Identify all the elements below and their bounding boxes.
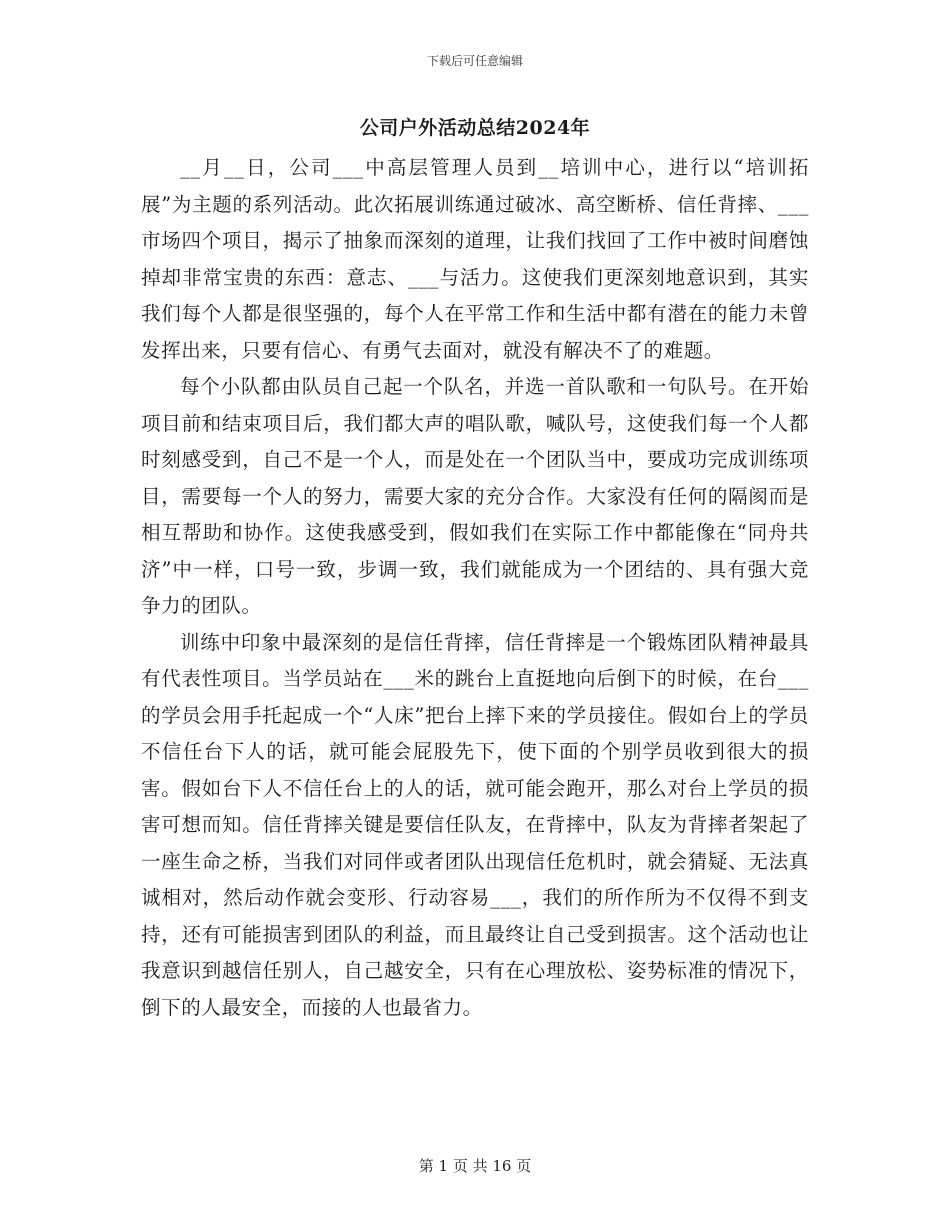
page-number: 第 1 页 共 16 页 <box>418 1157 532 1175</box>
document-body <box>141 150 809 1026</box>
document-title: 公司户外活动总结2024年 <box>359 117 591 139</box>
paragraph: __月__日，公司___中高层管理人员到__培训中心，进行以“培训拓展”为主题的系列活动。此次拓展训练通过破冰、高空断桥、信任背摔、___市场四个项目，揭示了抽象而深刻的道理，让我们找回了工作中被时间磨蚀掉却非常宝贵的东西：意志、___与活力。这使我们更深刻地意识到，其实我们每个人都是很坚强的，每个人在平常工作和生活中都有潜在的能力未曾发挥出来，只要有信心、有勇气去面对，就没有解决不了的难题。 <box>141 156 809 362</box>
paragraph: 每个小队都由队员自己起一个队名，并选一首队歌和一句队号。在开始项目前和结束项目后，我们都大声的唱队歌，喊队号，这使我们每一个人都时刻感受到，自己不是一个人，而是处在一个团队当中，要成功完成训练项目，需要每一个人的努力，需要大家的充分合作。大家没有任何的隔阂而是相互帮助和协作。这使我感受到，假如我们在实际工作中都能像在“同舟共济”中一样，口号一致，步调一致，我们就能成为一个团结的、具有强大竞争力的团队。 <box>141 375 809 617</box>
paragraph: 训练中印象中最深刻的是信任背摔，信任背摔是一个锻炼团队精神最具有代表性项目。当学员站在___米的跳台上直挺地向后倒下的时候，在台___的学员会用手托起成一个“人床”把台上摔下来的学员接住。假如台上的学员不信任台下人的话，就可能会屁股先下，使下面的个别学员收到很大的损害。假如台下人不信任台上的人的话，就可能会跑开，那么对台上学员的损害可想而知。信任背摔关键是要信任队友，在背摔中，队友为背摔者架起了一座生命之桥，当我们对同伴或者团队出现信任危机时，就会猜疑、无法真诚相对，然后动作就会变形、行动容易___，我们的所作所为不仅得不到支持，还有可能损害到团队的利益，而且最终让自己受到损害。这个活动也让我意识到越信任别人，自己越安全，只有在心理放松、姿势标准的情况下，倒下的人最安全，而接的人也最省力。 <box>141 630 809 1019</box>
header-note: 下载后可任意编辑 <box>426 54 523 68</box>
